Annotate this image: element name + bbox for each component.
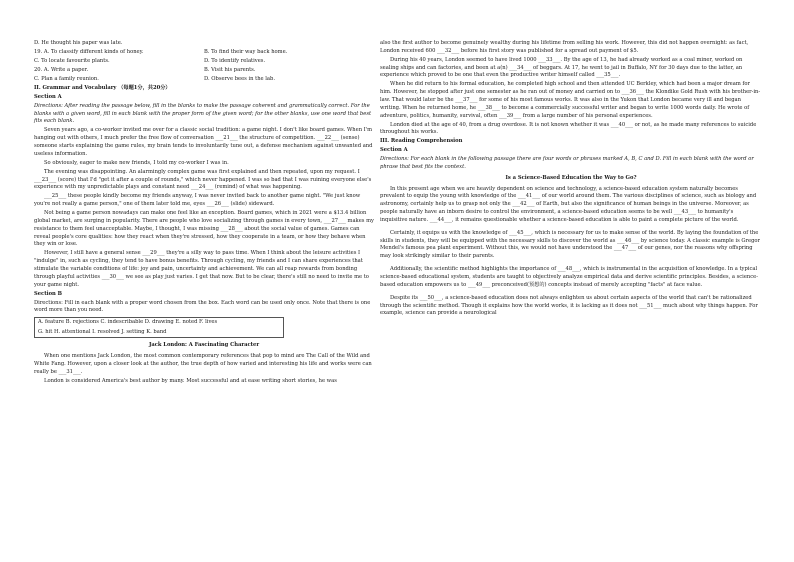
- right-column: [380, 40, 762, 323]
- q19-options-cd: [34, 58, 374, 66]
- q19-option-c: C. To locate favourite plants.: [34, 57, 110, 64]
- q19-option-d: D. To identify relatives.: [204, 57, 266, 64]
- passage-paragraph: Not being a game person nowadays can make one feel like an exception. Board games, which in 2021 were a $13.4 billion global market, are surging in popularity. There are people who love socializing through games in every town, ___27___ makes my resistance to them feel unacceptable. Maybe, I thought, I was missing ___28___ about the social value of games. Games can reveal people's core qualities: how they react when they're stressed, how they cooperate in a team, or how they behave when they win or lose.: [34, 210, 374, 248]
- passage-paragraph: London died at the age of 40, from a drug overdose. It is not known whether it was ___40___ or not, as he made many references to suicide throughout his works.: [380, 121, 757, 136]
- passage-paragraph: So obviously, eager to make new friends, I told my co-worker I was in.: [44, 159, 229, 166]
- q20-options-cd: [34, 76, 374, 84]
- passage-paragraph: Seven years ago, a co-worker invited me over for a classic social tradition: a game night. I don't like board games. When I'm hanging out with others, I much prefer the free flow of conversation ___21___ the structure of competition. ___22___ (sense) someone starts explaining the game rules, my brain tends to involuntarily tune out, a defense mechanism against unwanted and useless information.: [34, 127, 373, 157]
- passage-paragraph: The evening was disappointing. An alarmingly complex game was first explained and then repeated, upon my request. I ___23___ (score) that I'd "get it after a couple of rounds," which never happened. I was so bad that I was ruining everyone else's experience with my unpredictable plays and constant need ___24___ (remind) of what was happening.: [34, 168, 372, 191]
- q18-option-d: D. He thought his paper was late.: [34, 40, 123, 46]
- passage-paragraph: also the first author to become genuinely wealthy during his lifetime from selling his work. However, this did not happen overnight: as fact, London received 600 ___32___ before his first story was published for a spread out payment of $5.: [380, 40, 749, 54]
- passage-paragraph: However, I still have a general sense ___29___ they're a silly way to pass time. When I think about the leisure activities I "indulge" in, such as cycling, they tend to have bonus benefits. Through cycling, my friends and I can share experiences that stimulate the variable conditions of life: joy and pain, uncertainty and achievement. We can all reap rewards from bonding through playful activities ___30___ we see as play just varies. I get that now. But to be clear, there's still no need to invite me to your game night.: [34, 250, 369, 288]
- word-box-row: G. hit H. attentional I. resolved J. setting K. band: [38, 328, 167, 335]
- q19-option-a: 19. A. To classify different kinds of honey.: [34, 48, 144, 55]
- section-heading: III. Reading Comprehension: [380, 138, 463, 145]
- directions-reading: Directions: For each blank in the following passage there are four words or phrases marked A, B, C and D. Fill in each blank with the word or phrase that best fits the context.: [380, 156, 754, 171]
- section-heading: II. Grammar and Vocabulary （每题1分，共20分）: [34, 84, 171, 91]
- section-b-heading: Section B: [34, 290, 62, 297]
- word-box-row: A. feature B. rejections C. indescribable D. drawing E. noted F. lives: [38, 319, 218, 326]
- directions-b: Directions: Fill in each blank with a proper word chosen from the box. Each word can be used only once. Note that there is one word more than you need.: [34, 299, 371, 314]
- q19-option-b: B. To find their way back home.: [204, 48, 288, 55]
- section-a-heading: Section A: [380, 147, 408, 154]
- passage-paragraph: During his 40 years, London seemed to have lived 1000 ___33___. By the age of 13, he had already worked as a coal miner, worked on sealing ships and can factories, and been at a(n) ___34___ of beggars. At 17, he went to jail in Buffalo, NY for 30 days due to the latter, an experience which proved to be one that even the productive writer himself called ___35___.: [380, 56, 743, 79]
- q20-option-b: B. Visit his parents.: [204, 66, 256, 73]
- q19-options-ab: [34, 49, 374, 57]
- passage-paragraph: When one mentions Jack London, the most common contemporary references that pop to mind are The Call of the Wild and White Fang. However, upon a closer look at the author, the true depth of how varied and interesting his life and works were can really be ___31___.: [34, 353, 372, 375]
- section-a-heading: Section A: [34, 93, 62, 100]
- passage-paragraph: Certainly, it equips us with the knowledge of ___45___, which is necessary for us to make sense of the world. By laying the foundation of the skills in students, they will be equipped with the necessary skills to discover the world as ___46___ by science today. A classic example is Gregor Mendel's famous pea plant experiment. Without this, we would not have understood the ___47___ of our genes, nor the reasons why offspring may look strikingly similar to their parents.: [380, 229, 761, 260]
- passage-paragraph: Additionally, the scientific method highlights the importance of ___48___, which is instrumental in the acquisition of knowledge. In a typical science-based educational system, students are taught to objectively analyze empirical data and derive scientific principles. Besides, a science-based education empowers us to ___49___ preconceived(预想的) concepts instead of merely accepting "facts" at face value.: [380, 266, 758, 288]
- q20-option-c: C. Plan a family reunion.: [34, 75, 99, 82]
- passage-paragraph: When he did return to his formal education, he completed high school and then attended UC Berkley, which had been a major dream for him. However, he stopped after just one semester as he ran out of money and carried on to ___36___ the Klondike Gold Rush with his brother-in-law. That would later be the ___37___ for some of his most famous works. It was also in the Yukon that London became very ill and began writing. When he returned home, he ___38___ to become a commercially successful writer and began to write 1000 words daily. He wrote of adventure, politics, humanity, survival, often ___39___ from a large number of his personal experiences.: [380, 81, 761, 119]
- word-box: [34, 317, 284, 338]
- passage-paragraph: ___25___ these people kindly become my friends anyway, I was never invited back to another game night. "We just know you're not really a game person," one of them later told me, eyes ___26___ (slide) sideward.: [34, 193, 361, 208]
- passage-paragraph: In this present age when we are heavily dependent on science and technology, a science-based education system naturally becomes prevalent to equip the young with knowledge of the ___41___ of our world around them. The various disciplines of science, such as biology and astronomy, certainly help us to grasp not only the ___42___ of Earth, but also the significance of human beings in the universe. Moreover, as people naturally have an inborn desire to control the environment, a science-based education seems to be well ___43___ to humanity's inquisitive nature. ___44___, it remains questionable whether a science-based education is able to paint a complete picture of the world.: [380, 185, 757, 223]
- q20-option-a: 20. A. Write a paper.: [34, 66, 89, 73]
- passage-title: Jack London: A Fascinating Character: [148, 342, 260, 349]
- passage-paragraph: Despite its ___50___, a science-based education does not always enlighten us about certain aspects of the world that can't be rationalized through the scientific method. Though it explains how the world works, it is lacking as it does not ___51___ much about why things happen. For example, science can provide a neurological: [380, 294, 758, 317]
- q20-option-d: D. Observe bees in the lab.: [204, 75, 275, 82]
- reading-passage: [380, 186, 762, 319]
- directions-a: Directions: After reading the passage below, fill in the blanks to make the passage coherent and grammatically correct. For the blanks with a given word, fill in each blank with the proper form of the given word; for the other blanks, use one word that best fits each blank.: [34, 102, 372, 125]
- left-column: [34, 40, 374, 387]
- passage-title: Is a Science-Based Education the Way to Go?: [505, 174, 637, 181]
- q20-options-ab: [34, 67, 374, 75]
- passage-paragraph: London is considered America's best author by many. Most successful and at ease writing short stories, he was: [44, 377, 337, 384]
